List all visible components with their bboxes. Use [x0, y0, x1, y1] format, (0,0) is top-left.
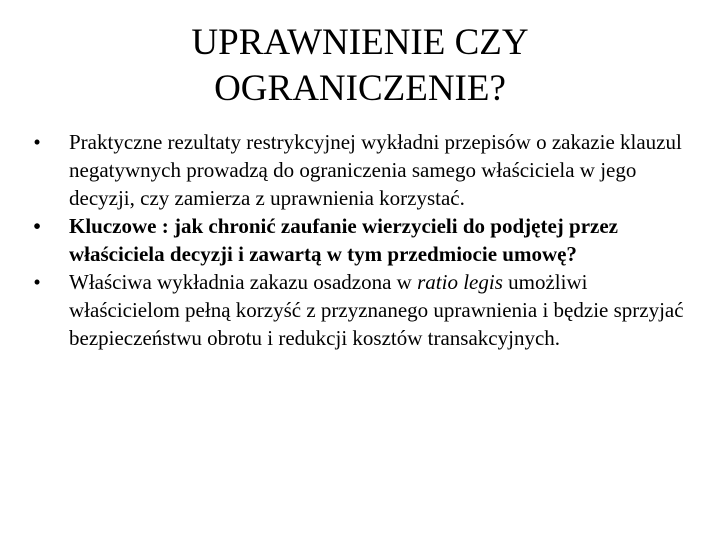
bullet-text: Praktyczne rezultaty restrykcyjnej wykładni przepisów o zakazie klauzul negatywnych prowadzą do ograniczenia samego właściciela w jego decyzji, czy zamierza z uprawnienia korzystać. [69, 130, 682, 210]
bullet-text-start: Właściwa wykładnia zakazu osadzona w [69, 270, 418, 294]
bullet-text-bold: Kluczowe : jak chronić zaufanie wierzycieli do podjętej przez właściciela decyzji i zawartą w tym przedmiocie umowę? [69, 214, 618, 266]
slide-title-line-2: OGRANICZENIE? [214, 68, 506, 109]
bullet-text-italic: ratio legis [417, 270, 503, 294]
slide-title [0, 20, 720, 112]
bullet-dot-icon: • [33, 130, 41, 154]
bullet-dot-icon: • [33, 214, 41, 238]
bullet-list [30, 128, 690, 352]
bullet-item [30, 212, 690, 268]
bullet-text-end: umożliwi właścicielom pełną korzyść z przyznanego uprawnienia i będzie sprzyjać bezpieczeństwu obrotu i redukcji kosztów transakcyjnych. [69, 270, 684, 350]
bullet-item [30, 128, 690, 212]
slide-title-line-1: UPRAWNIENIE CZY [191, 22, 529, 63]
bullet-item [30, 268, 690, 352]
bullet-dot-icon: • [33, 270, 41, 294]
